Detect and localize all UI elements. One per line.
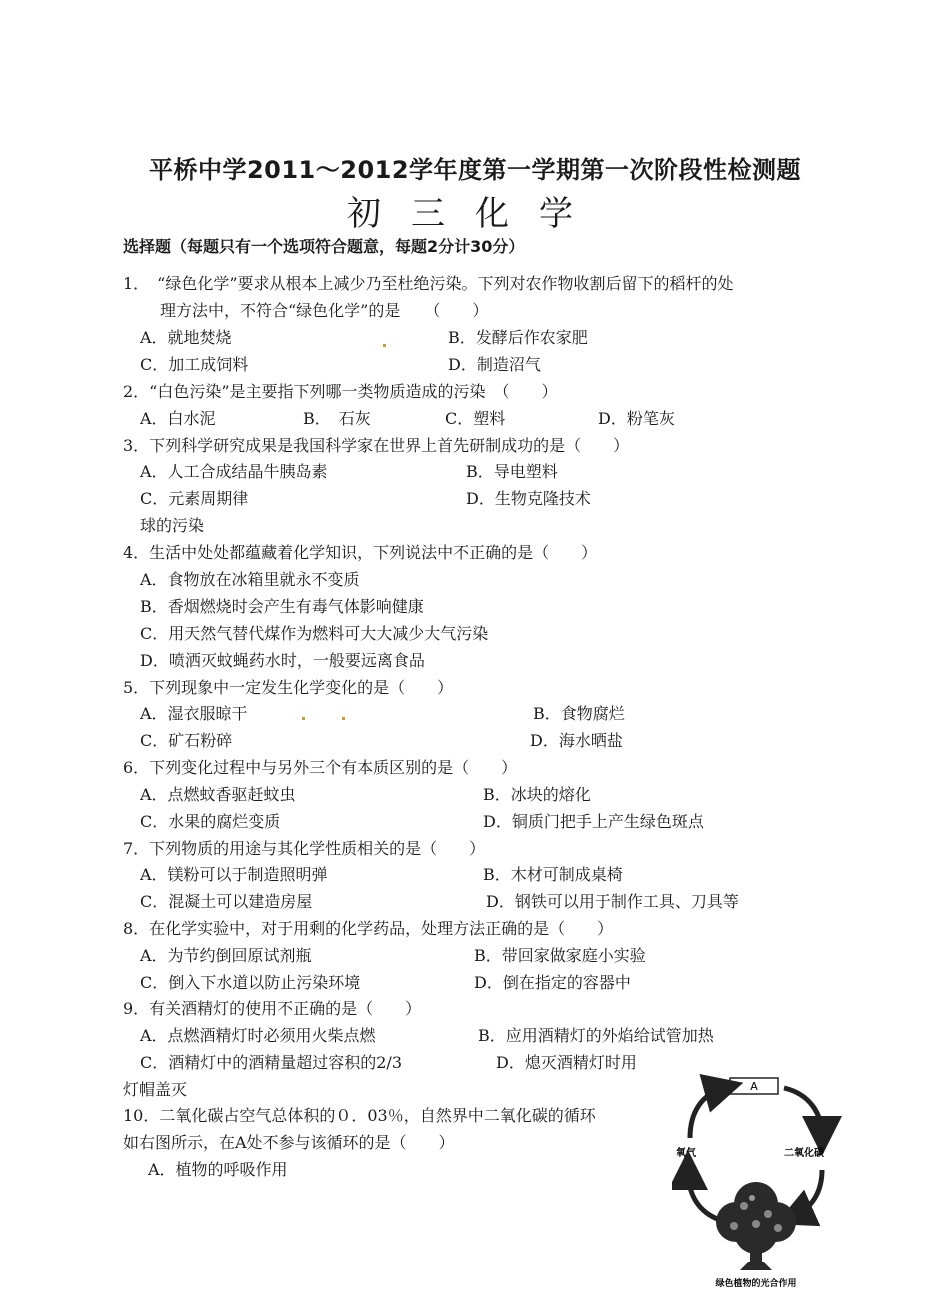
question-2-option-c: C．塑料 bbox=[445, 409, 506, 428]
question-7-option-a: A．镁粉可以于制造照明弹 bbox=[140, 865, 328, 884]
question-7-option-d: D．钢铁可以用于制作工具、刀具等 bbox=[486, 892, 739, 911]
question-8-option-c: C．倒入下水道以防止污染环境 bbox=[140, 973, 361, 992]
question-3-option-c: C．元素周期律 bbox=[140, 489, 249, 508]
question-4-option-c: C．用天然气替代煤作为燃料可大大减少大气污染 bbox=[140, 624, 489, 643]
box-a-label: A bbox=[750, 1080, 758, 1093]
question-1-option-c: C．加工成饲料 bbox=[140, 355, 249, 374]
question-10-stem-cont: 如右图所示，在A处不参与该循环的是（ ） bbox=[123, 1133, 455, 1152]
question-8-option-d: D．倒在指定的容器中 bbox=[474, 973, 631, 992]
arrow-co2-to-plant bbox=[794, 1170, 822, 1216]
question-3-option-b: B．导电塑料 bbox=[466, 462, 558, 481]
question-7-option-b: B．木材可制成桌椅 bbox=[483, 865, 623, 884]
question-6-option-c: C．水果的腐烂变质 bbox=[140, 812, 281, 831]
question-9-option-d: D．熄灭酒精灯时用 bbox=[496, 1053, 637, 1072]
question-4-option-a: A．食物放在冰箱里就永不变质 bbox=[140, 570, 360, 589]
question-1-stem-cont: 理方法中，不符合“绿色化学”的是 （ ） bbox=[160, 301, 489, 320]
question-3-stray-text: 球的污染 bbox=[140, 516, 205, 535]
arrow-plant-to-o2 bbox=[688, 1170, 720, 1220]
co2-label: 二氧化碳 bbox=[784, 1148, 824, 1159]
question-1-option-b: B．发酵后作农家肥 bbox=[448, 328, 588, 347]
question-10-stem: 10．二氧化碳占空气总体积的０．03％，自然界中二氧化碳的循环 bbox=[123, 1106, 596, 1125]
question-6-option-b: B．冰块的熔化 bbox=[483, 785, 591, 804]
question-2-stem: 2．“白色污染”是主要指下列哪一类物质造成的污染 （ ） bbox=[123, 382, 558, 401]
question-9-option-c: C．酒精灯中的酒精量超过容积的2/3 bbox=[140, 1053, 402, 1072]
question-8-option-b: B．带回家做家庭小实验 bbox=[474, 946, 646, 965]
diagram-caption: 绿色植物的光合作用 bbox=[715, 1279, 797, 1289]
question-4-stem: 4．生活中处处都蕴藏着化学知识，下列说法中不正确的是（ ） bbox=[123, 543, 598, 562]
question-1-option-d: D．制造沼气 bbox=[448, 355, 541, 374]
question-2-option-d: D．粉笔灰 bbox=[598, 409, 675, 428]
scan-speck bbox=[342, 717, 345, 720]
question-5-stem: 5．下列现象中一定发生化学变化的是（ ） bbox=[123, 678, 454, 697]
question-5-option-d: D．海水晒盐 bbox=[530, 731, 623, 750]
question-2-option-a: A．白水泥 bbox=[140, 409, 216, 428]
question-8-option-a: A．为节约倒回原试剂瓶 bbox=[140, 946, 312, 965]
question-5-option-c: C．矿石粉碎 bbox=[140, 731, 233, 750]
question-8-stem: 8．在化学实验中，对于用剩的化学药品，处理方法正确的是（ ） bbox=[123, 919, 614, 938]
scan-speck bbox=[383, 344, 386, 347]
question-9-option-b: B．应用酒精灯的外焰给试管加热 bbox=[478, 1026, 714, 1045]
question-1-option-a: A．就地焚烧 bbox=[140, 328, 232, 347]
question-5-option-a: A．湿衣服晾干 bbox=[140, 704, 248, 723]
scan-speck bbox=[302, 717, 305, 720]
exam-title: 平桥中学2011～2012学年度第一学期第一次阶段性检测题 bbox=[148, 156, 802, 184]
question-2-option-b: B． 石灰 bbox=[303, 409, 371, 428]
question-7-stem: 7．下列物质的用途与其化学性质相关的是（ ） bbox=[123, 839, 486, 858]
question-9-option-d-cont: 灯帽盖灭 bbox=[123, 1080, 188, 1099]
carbon-cycle-graphic bbox=[672, 1074, 842, 1290]
question-9-stem: 9．有关酒精灯的使用不正确的是（ ） bbox=[123, 999, 422, 1018]
question-4-option-d: D．喷洒灭蚊蝇药水时，一般要远离食品 bbox=[140, 651, 425, 670]
question-3-option-d: D．生物克隆技术 bbox=[466, 489, 591, 508]
arrow-a-to-co2 bbox=[784, 1088, 822, 1136]
question-5-option-b: B．食物腐烂 bbox=[533, 704, 625, 723]
section-title: 选择题（每题只有一个选项符合题意，每题2分计30分） bbox=[123, 237, 525, 256]
question-10-option-a: A．植物的呼吸作用 bbox=[148, 1160, 288, 1179]
question-6-option-a: A．点燃蚊香驱赶蚊虫 bbox=[140, 785, 296, 804]
carbon-cycle-diagram bbox=[672, 1074, 842, 1290]
question-6-stem: 6．下列变化过程中与另外三个有本质区别的是（ ） bbox=[123, 758, 518, 777]
question-7-option-c: C．混凝土可以建造房屋 bbox=[140, 892, 313, 911]
arrow-o2-to-a bbox=[690, 1088, 724, 1138]
question-6-option-d: D．铜质门把手上产生绿色斑点 bbox=[483, 812, 704, 831]
question-3-option-a: A．人工合成结晶牛胰岛素 bbox=[140, 462, 328, 481]
oxygen-label: 氧气 bbox=[676, 1148, 696, 1159]
question-4-option-b: B．香烟燃烧时会产生有毒气体影响健康 bbox=[140, 597, 424, 616]
question-1-stem: 1． “绿色化学”要求从根本上减少乃至杜绝污染。下列对农作物收割后留下的稻杆的处 bbox=[123, 274, 734, 293]
question-9-option-a: A．点燃酒精灯时必须用火柴点燃 bbox=[140, 1026, 376, 1045]
tree-icon bbox=[716, 1182, 796, 1270]
subject-heading: 初三化学 bbox=[347, 194, 603, 234]
question-3-stem: 3．下列科学研究成果是我国科学家在世界上首先研制成功的是（ ） bbox=[123, 436, 630, 455]
